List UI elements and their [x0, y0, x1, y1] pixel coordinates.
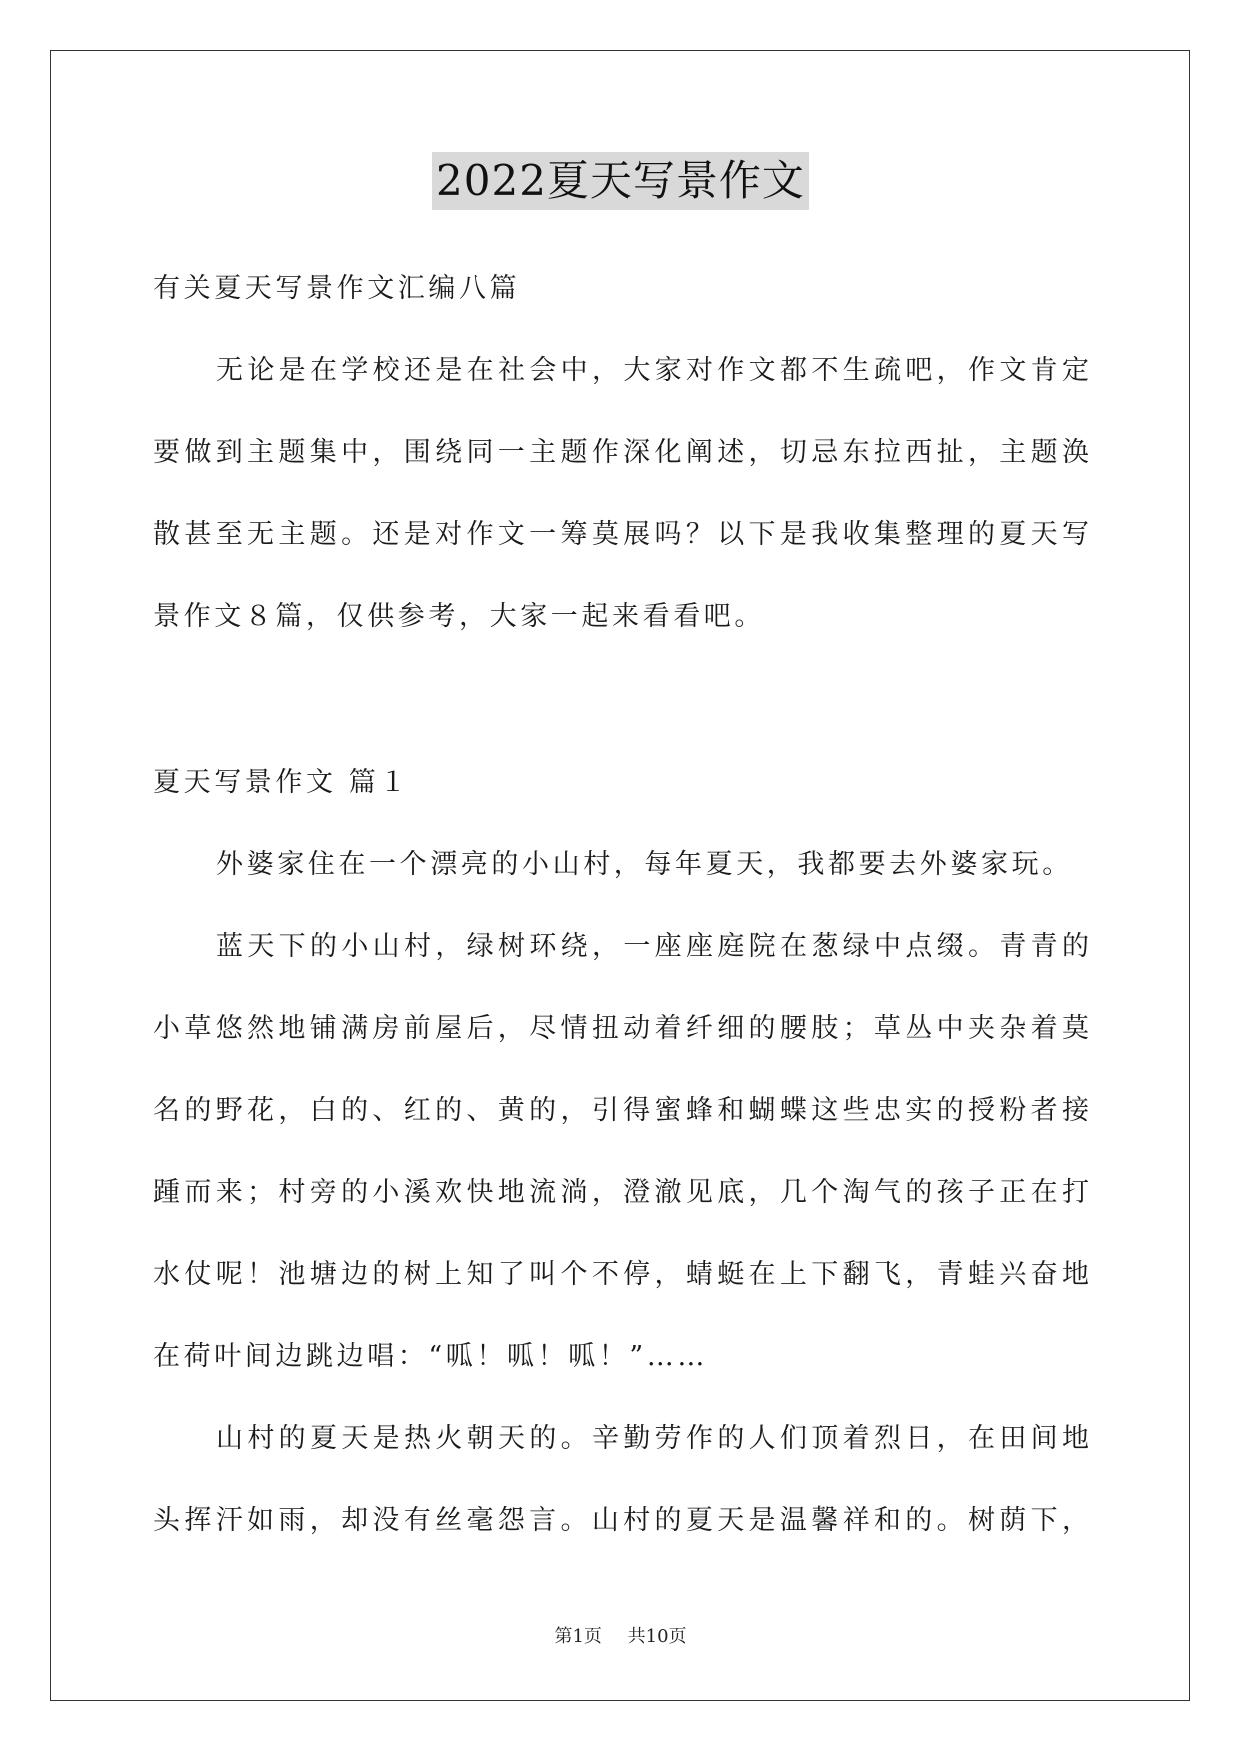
page-total: 共10页 [627, 1626, 687, 1647]
section-heading: 夏天写景作文 篇１ [153, 767, 410, 798]
document-body [153, 257, 1089, 1571]
paragraph-line: 水仗呢！池塘边的树上知了叫个不停，蜻蜓在上下翻飞，青蛙兴奋地 [153, 1259, 1089, 1290]
intro-line: 景作文８篇，仅供参考，大家一起来看看吧。 [153, 601, 765, 632]
intro-line: 要做到主题集中，围绕同一主题作深化阐述，切忌东拉西扯，主题涣 [153, 437, 1089, 468]
intro-line: 散甚至无主题。还是对作文一筹莫展吗？以下是我收集整理的夏天写 [153, 519, 1089, 550]
intro-line: 无论是在学校还是在社会中，大家对作文都不生疏吧，作文肯定 [216, 355, 1089, 386]
section-spacer [153, 667, 1089, 751]
paragraph-line: 在荷叶间边跳边唱：“呱！呱！呱！”…… [153, 1341, 709, 1372]
paragraph-line: 蓝天下的小山村，绿树环绕，一座座庭院在葱绿中点缀。青青的 [216, 931, 1089, 962]
paragraph-line: 踵而来；村旁的小溪欢快地流淌，澄澈见底，几个淘气的孩子正在打 [153, 1177, 1089, 1208]
paragraph-line: 名的野花，白的、红的、黄的，引得蜜蜂和蝴蝶这些忠实的授粉者接 [153, 1095, 1089, 1126]
subtitle: 有关夏天写景作文汇编八篇 [153, 273, 521, 304]
page-number: 第1页 [554, 1626, 602, 1647]
paragraph-line: 头挥汗如雨，却没有丝毫怨言。山村的夏天是温馨祥和的。树荫下， [153, 1505, 1089, 1536]
paragraph-line: 外婆家住在一个漂亮的小山村，每年夏天，我都要去外婆家玩。 [216, 849, 1073, 880]
paragraph-line: 小草悠然地铺满房前屋后，尽情扭动着纤细的腰肢；草丛中夹杂着莫 [153, 1013, 1089, 1044]
paragraph-line: 山村的夏天是热火朝天的。辛勤劳作的人们顶着烈日，在田间地 [216, 1423, 1089, 1454]
title-text: 2022夏天写景作文 [432, 152, 809, 210]
document-title [0, 152, 1241, 213]
page-footer [0, 1622, 1241, 1648]
